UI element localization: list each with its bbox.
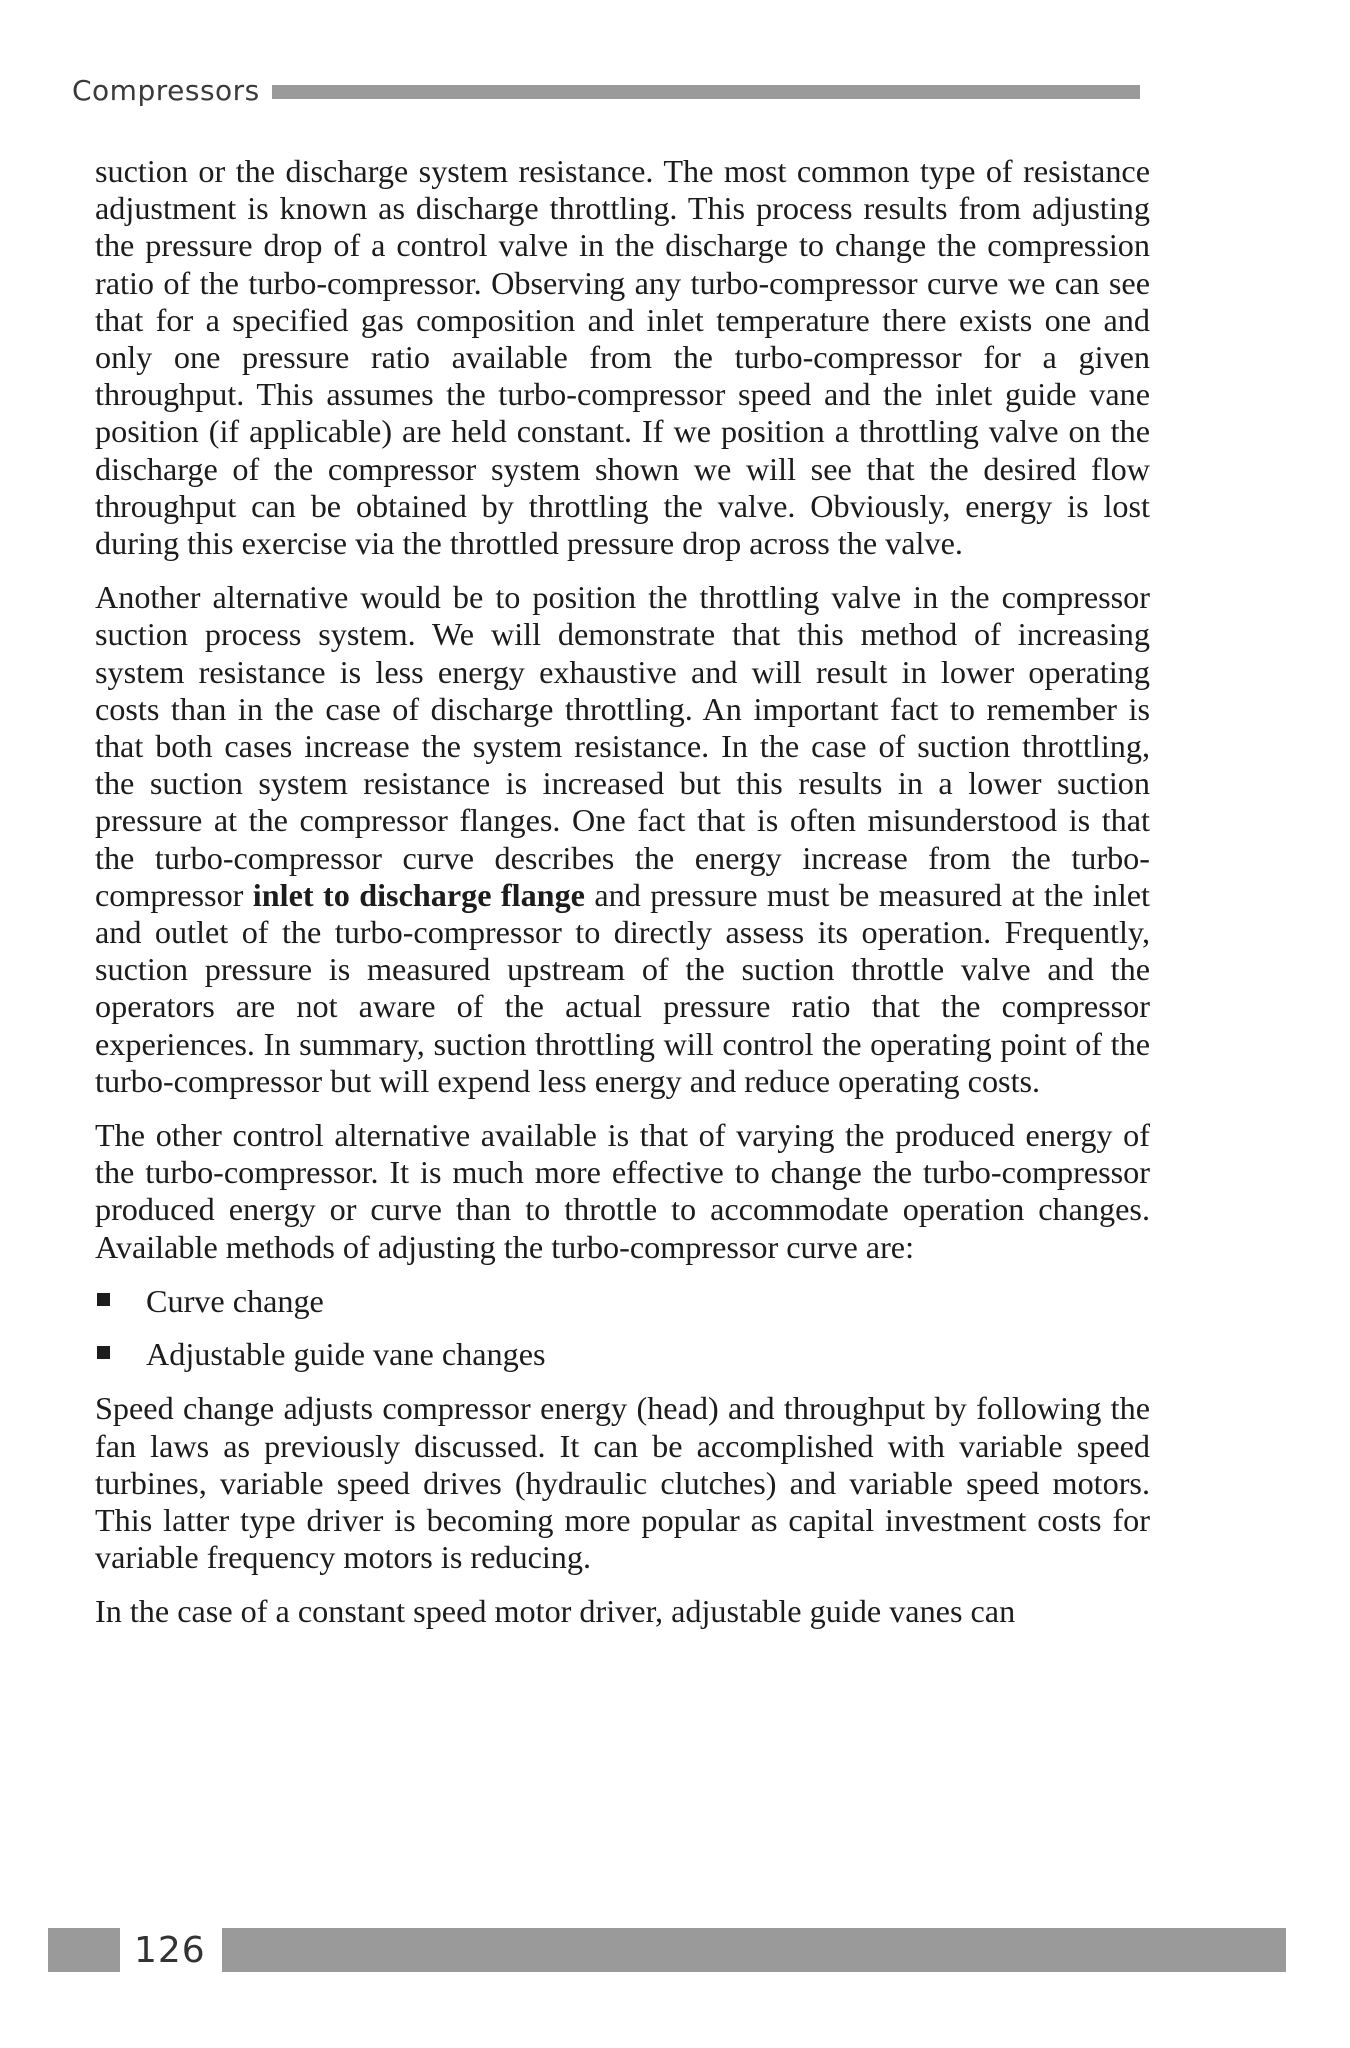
paragraph-2-after: and pressure must be measured at the inlet and outlet of the turbo-compressor to directly assess its operation. Frequently, suction pressure is measured upstream of the suction throttle valve and the operators are not aware of the actual pressure ratio that the compressor experiences. In summary, suction throttling will control the operating point of the turbo-compressor but will expend less energy and reduce operating costs. bbox=[95, 876, 1150, 1099]
bullet-list bbox=[95, 1283, 1150, 1373]
list-item-text: Adjustable guide vane changes bbox=[146, 1336, 546, 1373]
paragraph-2 bbox=[95, 579, 1150, 1100]
list-item bbox=[95, 1283, 1150, 1320]
list-item bbox=[95, 1336, 1150, 1373]
paragraph-5: In the case of a constant speed motor driver, adjustable guide vanes can bbox=[95, 1593, 1016, 1630]
page-number: 126 bbox=[134, 1929, 206, 1971]
square-bullet-icon bbox=[97, 1293, 110, 1306]
paragraph-4: Speed change adjusts compressor energy (head) and throughput by following the fan laws as previously discussed. It can be accomplished with variable speed turbines, variable speed drives (hydraulic clutches) and variable speed motors. This latter type driver is becoming more popular as capital investment costs for variable frequency motors is reducing. bbox=[95, 1390, 1150, 1576]
square-bullet-icon bbox=[97, 1346, 110, 1359]
body-text bbox=[95, 153, 1150, 1648]
paragraph-2-before: Another alternative would be to position the throttling valve in the compressor suction process system. We will demonstrate that this method of increasing system resistance is less energy exhaustive and will result in lower operating costs than in the case of discharge throttling. An important fact to remember is that both cases increase the system resistance. In the case of suction throttling, the suction system resistance is increased but this results in a lower suction pressure at the compressor flanges. One fact that is often misunderstood is that the turbo-compressor curve describes the energy increase from the turbo-compressor bbox=[95, 579, 1150, 913]
header-rule bbox=[272, 85, 1140, 99]
footer-block-left bbox=[48, 1928, 120, 1972]
page-footer bbox=[48, 1928, 1286, 1972]
paragraph-3: The other control alternative available is that of varying the produced energy of the turbo-compressor. It is much more effective to change the turbo-compressor produced energy or curve than to throttle to accommodate operation changes. Available methods of adjusting the turbo-compressor curve are: bbox=[95, 1117, 1150, 1265]
running-header bbox=[72, 70, 1140, 110]
paragraph-1: suction or the discharge system resistance. The most common type of resistance adjustment is known as discharge throttling. This process results from adjusting the pressure drop of a control valve in the discharge to change the compression ratio of the turbo-compressor. Observing any turbo-compressor curve we can see that for a specified gas composition and inlet temperature there exists one and only one pressure ratio available from the turbo-compressor for a given throughput. This assumes the turbo-compressor speed and the inlet guide vane position (if applicable) are held constant. If we position a throttling valve on the discharge of the compressor system shown we will see that the desired flow throughput can be obtained by throttling the valve. Obviously, energy is lost during this exercise via the throttled pressure drop across the valve. bbox=[95, 153, 1150, 562]
paragraph-2-bold: inlet to discharge flange bbox=[252, 876, 585, 913]
list-item-text: Curve change bbox=[146, 1282, 324, 1319]
running-title: Compressors bbox=[72, 73, 260, 107]
footer-rule bbox=[222, 1928, 1286, 1972]
